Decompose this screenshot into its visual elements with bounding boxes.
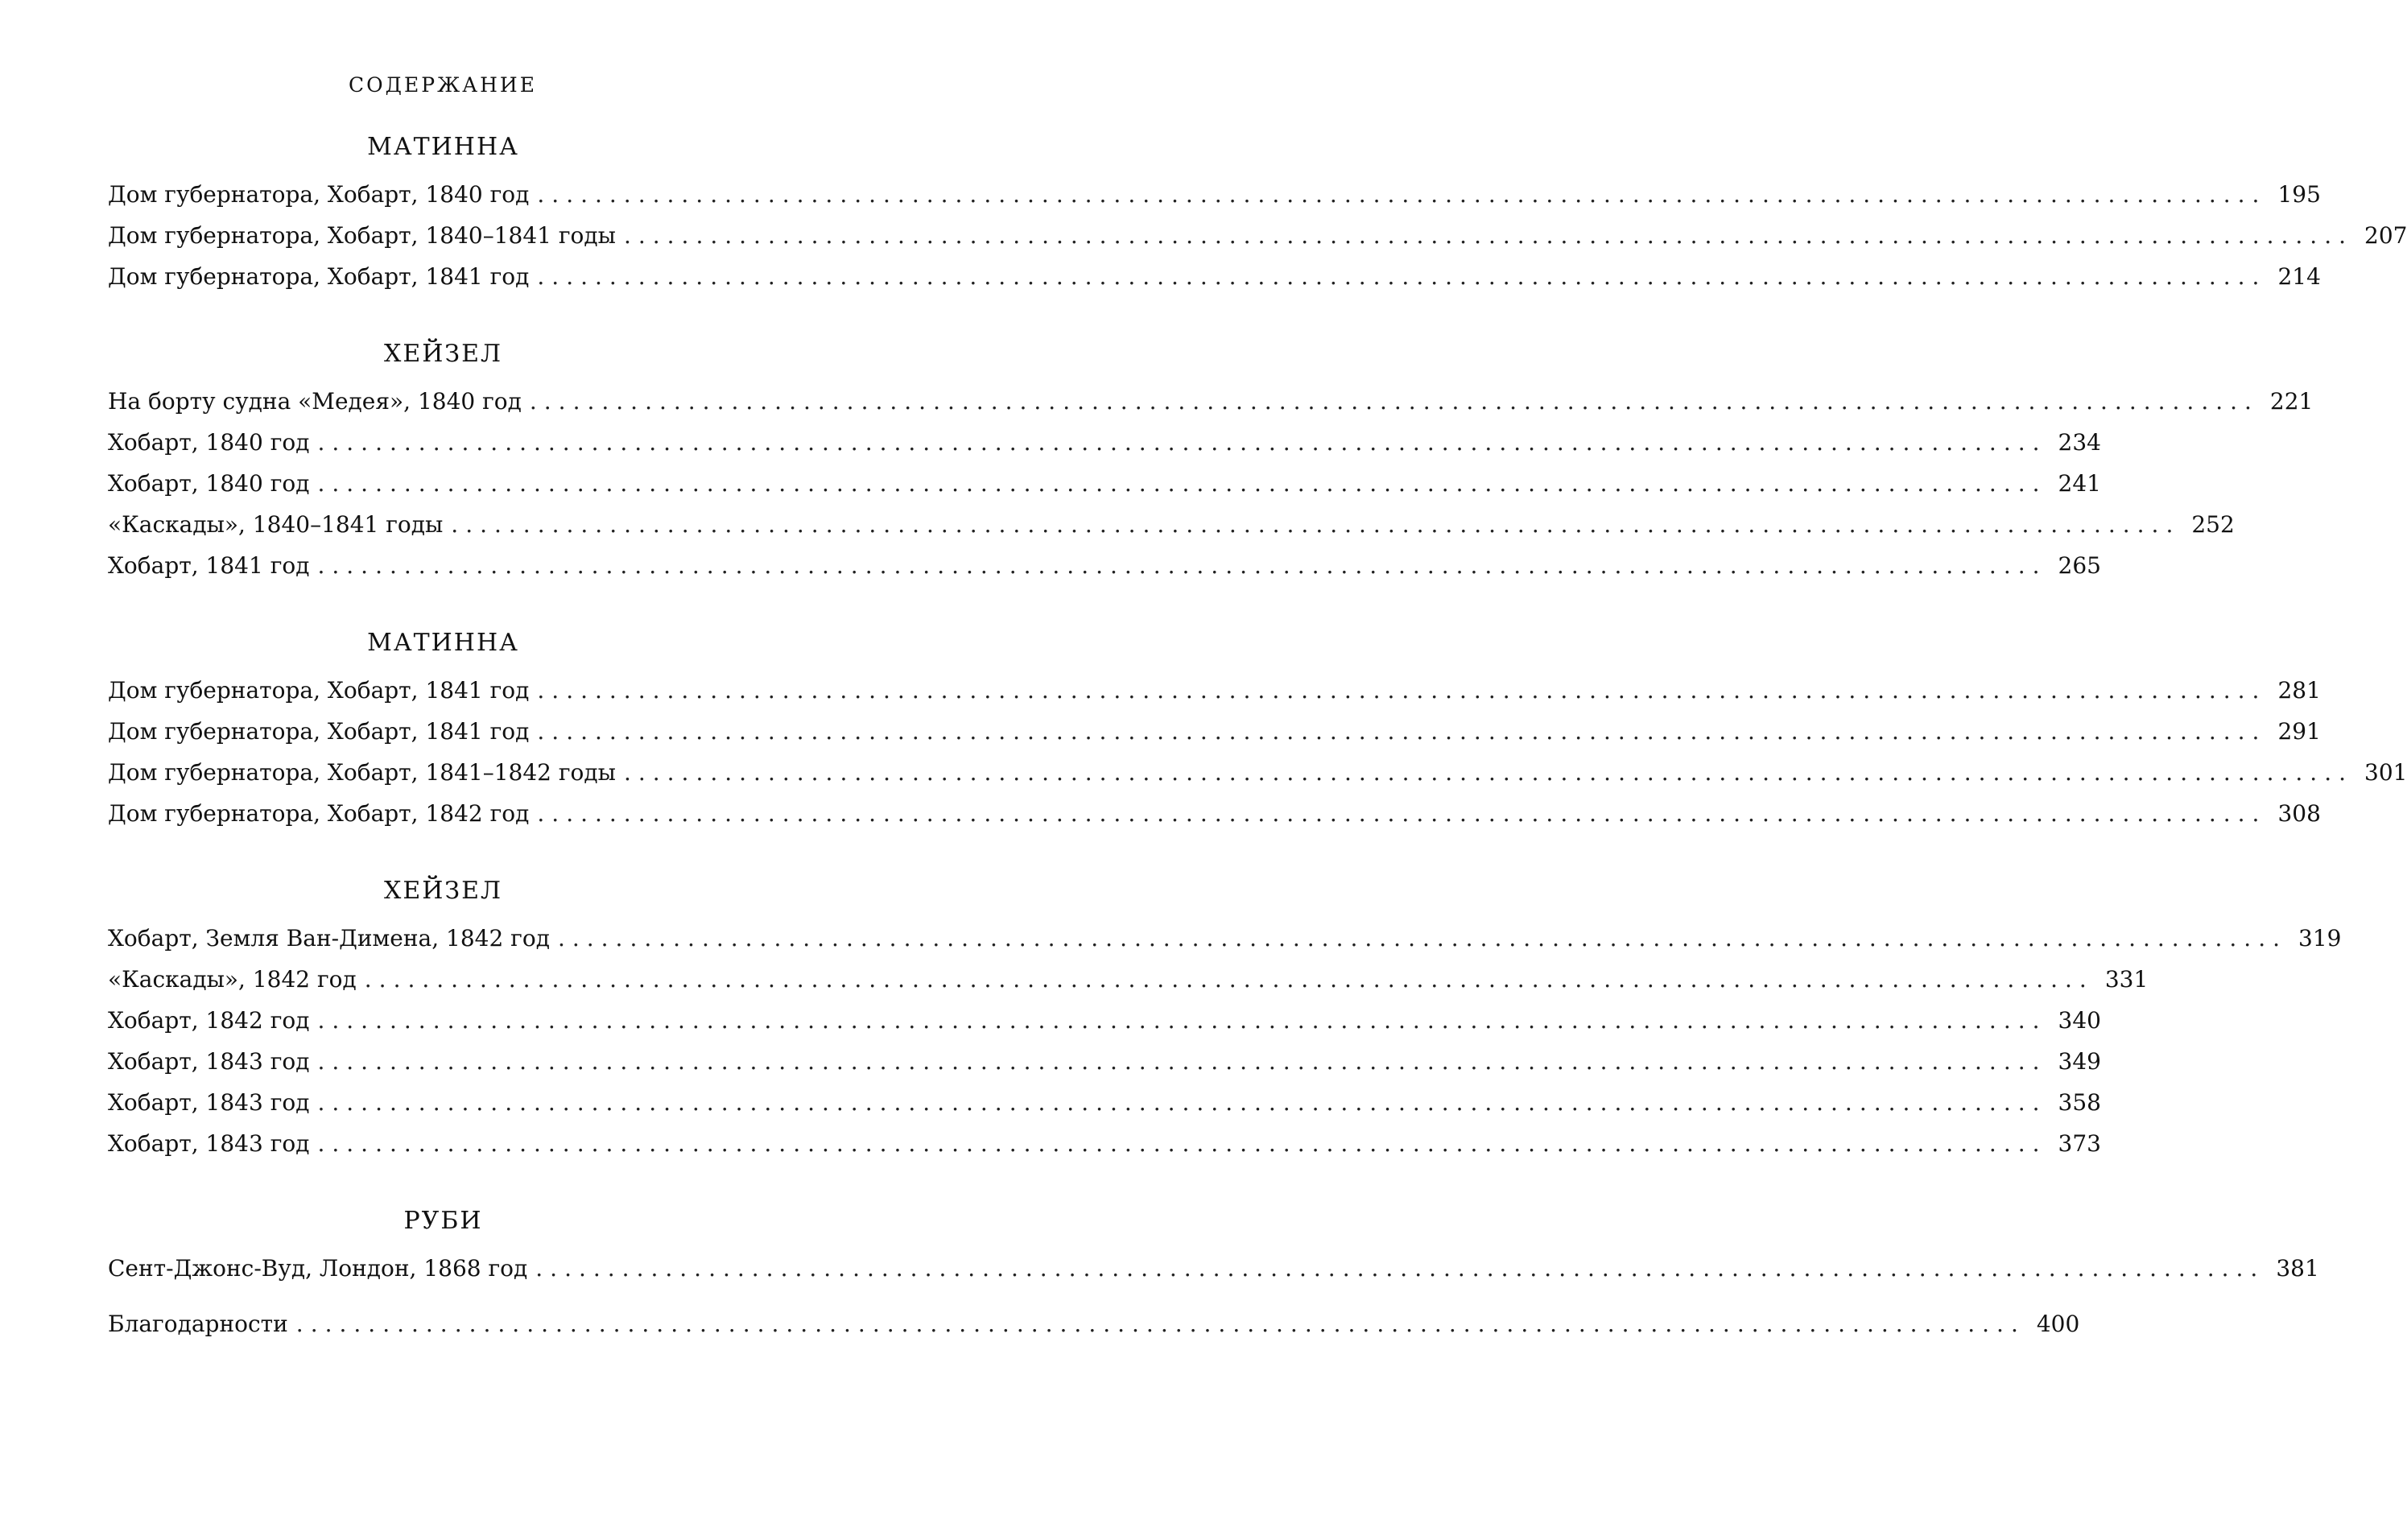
entry-title: Дом губернатора, Хобарт, 1841 год (108, 263, 530, 290)
toc-entry[interactable] (108, 670, 2321, 711)
entry-page-number: 221 (2269, 388, 2314, 415)
toc-entry[interactable] (108, 1041, 2101, 1082)
entry-page-number: 234 (2058, 429, 2101, 456)
entry-title: Хобарт, 1841 год (108, 552, 310, 579)
leader-dots: ........................................................................................................................ (537, 263, 2267, 290)
entry-title: Хобарт, Земля Ван-Димена, 1842 год (108, 925, 550, 952)
toc-entry[interactable] (108, 918, 2342, 959)
entry-title: Дом губернатора, Хобарт, 1840–1841 годы (108, 222, 616, 249)
entry-page-number: 207 (2364, 222, 2407, 249)
entry-title: Дом губернатора, Хобарт, 1841–1842 годы (108, 759, 616, 786)
leader-dots: ........................................................................................................................ (317, 1048, 2047, 1075)
leader-dots: ........................................................................................................................ (537, 800, 2267, 827)
entry-title: Хобарт, 1840 год (108, 470, 310, 497)
leader-dots: ........................................................................................................................ (623, 759, 2353, 786)
toc-entry[interactable] (108, 215, 2407, 256)
entry-title: Дом губернатора, Хобарт, 1840 год (108, 181, 530, 208)
entry-page-number: 252 (2191, 511, 2235, 538)
toc-entry[interactable] (108, 959, 2149, 1000)
running-title: СОДЕРЖАНИЕ (349, 73, 537, 97)
entry-page-number: 381 (2276, 1255, 2319, 1282)
section-heading: ХЕЙЗЕЛ (383, 877, 503, 905)
entry-title: Сент-Джонс-Вуд, Лондон, 1868 год (108, 1255, 528, 1282)
leader-dots: ........................................................................................................................ (537, 718, 2267, 745)
section-entries (108, 670, 2407, 834)
entry-page-number: 281 (2277, 677, 2321, 704)
entry-page-number: 331 (2104, 966, 2149, 993)
entry-title: Хобарт, 1843 год (108, 1130, 310, 1157)
toc-entry[interactable] (108, 752, 2407, 793)
section-heading: ХЕЙЗЕЛ (383, 340, 503, 368)
section-entries (108, 918, 2342, 1164)
entry-title: Дом губернатора, Хобарт, 1842 год (108, 800, 530, 827)
entry-page-number: 265 (2058, 552, 2101, 579)
toc-entry-acknowledgements[interactable] (108, 1303, 2080, 1344)
entry-page-number: 291 (2277, 718, 2321, 745)
entry-page-number: 340 (2058, 1007, 2101, 1034)
leader-dots: ........................................................................................................................ (537, 181, 2267, 208)
entry-title: Хобарт, 1840 год (108, 429, 310, 456)
entry-page-number: 241 (2058, 470, 2101, 497)
entry-title: Хобарт, 1842 год (108, 1007, 310, 1034)
leader-dots: ........................................................................................................................ (537, 677, 2267, 704)
entry-title: Хобарт, 1843 год (108, 1089, 310, 1116)
entry-title: Дом губернатора, Хобарт, 1841 год (108, 677, 530, 704)
toc-entry[interactable] (108, 1082, 2101, 1123)
toc-entry[interactable] (108, 793, 2321, 834)
section-entries (108, 381, 2314, 586)
toc-entry[interactable] (108, 545, 2101, 586)
toc-entry[interactable] (108, 711, 2321, 752)
leader-dots: ........................................................................................................................ (535, 1255, 2265, 1282)
toc-entry[interactable] (108, 504, 2235, 545)
leader-dots: ........................................................................................................................ (529, 388, 2259, 415)
section-heading: РУБИ (403, 1207, 483, 1235)
leader-dots: ........................................................................................................................ (557, 925, 2287, 952)
leader-dots: ........................................................................................................................ (317, 1007, 2047, 1034)
entry-title: «Каскады», 1842 год (108, 966, 357, 993)
section-entries (108, 1248, 2319, 1289)
entry-page-number: 308 (2277, 800, 2321, 827)
toc-entry[interactable] (108, 256, 2321, 297)
leader-dots: ........................................................................................................................ (317, 470, 2047, 497)
leader-dots: ........................................................................................................................ (623, 222, 2353, 249)
entry-page-number: 214 (2277, 263, 2321, 290)
entry-page-number: 349 (2058, 1048, 2101, 1075)
leader-dots: ........................................................................................................................ (317, 552, 2047, 579)
toc-entry[interactable] (108, 422, 2101, 463)
entry-title: На борту судна «Медея», 1840 год (108, 388, 522, 415)
section-heading: МАТИННА (367, 133, 519, 161)
leader-dots: ........................................................................................................................ (317, 1089, 2047, 1116)
section-heading: МАТИННА (367, 629, 519, 657)
entry-title: «Каскады», 1840–1841 годы (108, 511, 444, 538)
entry-page-number: 301 (2364, 759, 2407, 786)
leader-dots: ........................................................................................................................ (364, 966, 2094, 993)
table-of-contents (108, 127, 2407, 1344)
entry-page-number: 319 (2298, 925, 2342, 952)
leader-dots: ........................................................................................................................ (295, 1311, 2025, 1337)
entry-page-number: 373 (2058, 1130, 2101, 1157)
entry-page-number: 195 (2277, 181, 2321, 208)
entry-title: Благодарности (108, 1311, 288, 1337)
leader-dots: ........................................................................................................................ (317, 429, 2047, 456)
toc-entry[interactable] (108, 174, 2321, 215)
toc-entry[interactable] (108, 1123, 2101, 1164)
leader-dots: ........................................................................................................................ (317, 1130, 2047, 1157)
toc-entry[interactable] (108, 463, 2101, 504)
entry-title: Хобарт, 1843 год (108, 1048, 310, 1075)
leader-dots: ........................................................................................................................ (451, 511, 2181, 538)
toc-entry[interactable] (108, 1000, 2101, 1041)
entry-title: Дом губернатора, Хобарт, 1841 год (108, 718, 530, 745)
entry-page-number: 400 (2036, 1311, 2080, 1337)
entry-page-number: 358 (2058, 1089, 2101, 1116)
toc-entry[interactable] (108, 1248, 2319, 1289)
toc-entry[interactable] (108, 381, 2314, 422)
section-entries (108, 174, 2407, 297)
